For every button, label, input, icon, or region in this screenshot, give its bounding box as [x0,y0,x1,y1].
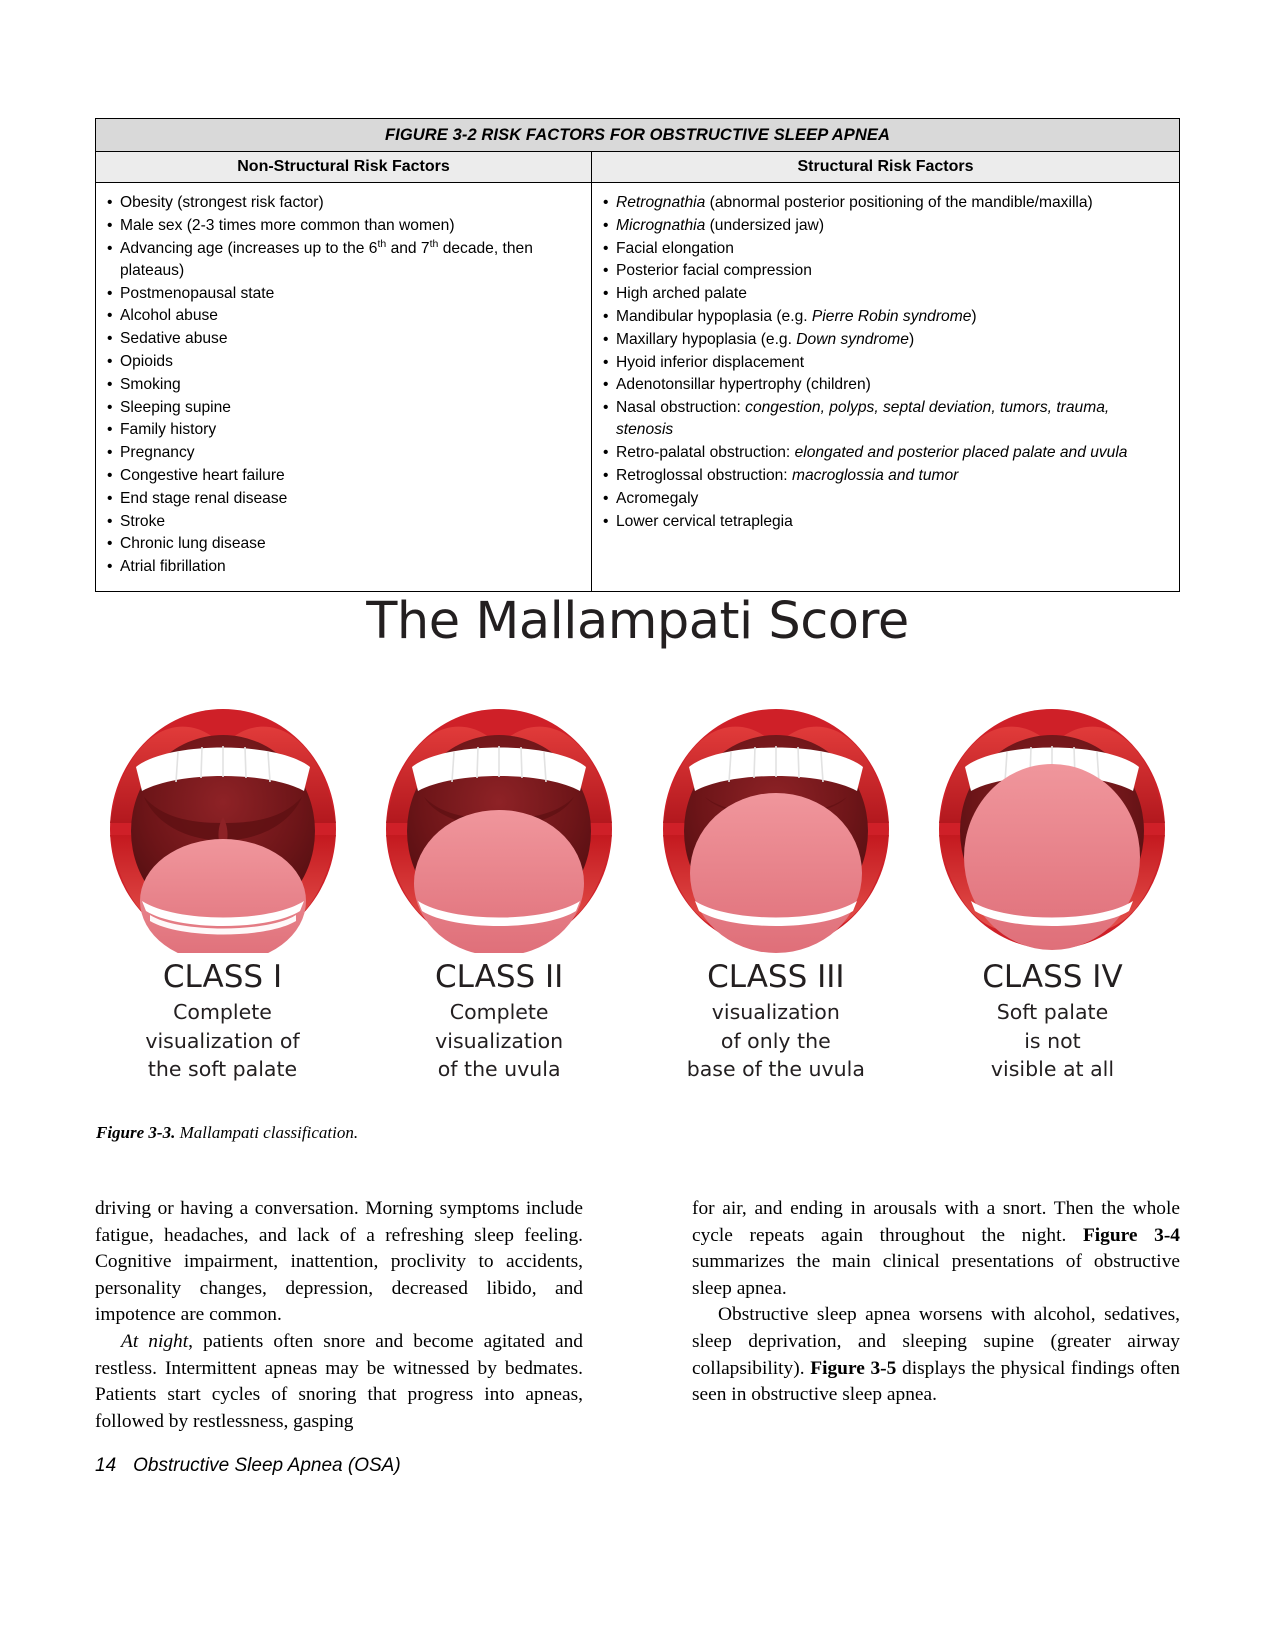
class-label: CLASS II [434,959,564,995]
list-item: • Acromegaly [602,488,1169,510]
list-item: • Congestive heart failure [106,465,581,487]
list-item: • Stroke [106,511,581,533]
figure-table-header-row [96,152,1179,183]
list-item: • Nasal obstruction: congestion, polyps, septal deviation, tumors, trauma, stenosis [602,397,1169,442]
mouth-diagram-class-2-icon [374,705,624,953]
paragraph-text: for air, and ending in arousals with a snort. Then the whole cycle repeats again throughout the night. [692,1198,1180,1246]
figure-reference: Figure 3-5 [810,1357,897,1379]
class-description [372,998,627,1084]
paragraph-text: Obstructive sleep apnea worsens with alcohol, sedatives, sleep deprivation, and sleeping supine (greater airway collapsibility). [692,1304,1180,1379]
list-item: • Retro-palatal obstruction: elongated and posterior placed palate and uvula [602,442,1169,464]
mouth-diagram-class-4-icon [927,705,1177,953]
list-item: • Pregnancy [106,442,581,464]
class-description [95,998,350,1084]
figure-table-body-row [96,183,1179,591]
chapter-title: Obstructive Sleep Apnea (OSA) [133,1455,401,1476]
class-desc-line: Complete [173,1000,272,1024]
list-item: • Posterior facial compression [602,260,1169,282]
list-item: • Sedative abuse [106,328,581,350]
column-header-non-structural: Non-Structural Risk Factors [96,152,592,182]
list-item: • Postmenopausal state [106,283,581,305]
figure-3-2-table [95,118,1180,592]
list-item: • Smoking [106,374,581,396]
mallampati-title: The Mallampati Score [366,592,909,651]
structural-risk-list [602,192,1169,533]
list-item: • Sleeping supine [106,397,581,419]
list-item: • Family history [106,419,581,441]
list-item: • Chronic lung disease [106,533,581,555]
mouth-diagram-class-1-icon [98,705,348,953]
figure-reference: Figure 3-4 [1082,1224,1180,1246]
list-item: • Male sex (2-3 times more common than women) [106,215,581,237]
non-structural-risk-list-cell [96,183,592,591]
list-item: • Opioids [106,351,581,373]
page-footer [95,1455,401,1477]
list-item: • Mandibular hypoplasia (e.g. Pierre Robin syndrome) [602,306,1169,328]
class-desc-line: visible at all [990,1057,1115,1081]
list-item: • Retrognathia (abnormal posterior positioning of the mandible/maxilla) [602,192,1169,214]
paragraph-lead-italic: At night [121,1330,189,1352]
paragraph: driving or having a conversation. Morning symptoms include fatigue, headaches, and lack of a refreshing sleep feeling. Cognitive impairment, inattention, proclivity to accidents, personality changes, depression, decreased libido, and impotence are common. [95,1198,583,1326]
caption-text: Mallampati classification. [179,1123,359,1142]
structural-risk-list-cell [592,183,1179,591]
list-item: • End stage renal disease [106,488,581,510]
paragraph-text: , patients often snore and become agitated and restless. Intermittent apneas may be witnessed by bedmates. Patients start cycles of snoring that progress into apneas, followed by restlessness, gasping [95,1330,583,1432]
list-item: • Lower cervical tetraplegia [602,511,1169,533]
list-item: • Alcohol abuse [106,305,581,327]
list-item: • Maxillary hypoplasia (e.g. Down syndrome) [602,329,1169,351]
list-item: • Advancing age (increases up to the 6th and 7th decade, then plateaus) [106,238,581,283]
list-item: • Retroglossal obstruction: macroglossia and tumor [602,465,1169,487]
class-desc-line: Soft palate [996,1000,1109,1024]
class-desc-line: is not [1024,1028,1081,1053]
class-label: CLASS IV [982,959,1123,995]
list-item: • Adenotonsillar hypertrophy (children) [602,374,1169,396]
body-text-columns [95,1196,1180,1435]
list-item: • Micrognathia (undersized jaw) [602,215,1169,237]
class-desc-line: visualization [711,1000,840,1024]
mallampati-class-1 [95,705,350,1084]
class-label: CLASS III [707,959,845,995]
figure-table-title: FIGURE 3-2 RISK FACTORS FOR OBSTRUCTIVE SLEEP APNEA [96,119,1179,152]
class-desc-line: of the uvula [437,1057,561,1081]
right-column [692,1196,1180,1435]
paragraph [95,1329,583,1435]
class-label: CLASS I [162,959,283,995]
list-item: • Facial elongation [602,238,1169,260]
list-item: • Hyoid inferior displacement [602,352,1169,374]
class-description [648,998,903,1084]
class-desc-line: Complete [449,1000,549,1024]
non-structural-risk-list [106,192,581,579]
caption-number: Figure 3-3. [96,1123,176,1142]
list-item: • Obesity (strongest risk factor) [106,192,581,214]
mallampati-class-3 [648,705,903,1084]
page-number: 14 [95,1455,117,1476]
class-description [925,998,1180,1084]
list-item: • Atrial fibrillation [106,556,581,578]
mallampati-class-4 [925,705,1180,1084]
paragraph [692,1302,1180,1408]
class-desc-line: visualization [435,1028,564,1053]
mouth-diagram-class-3-icon [651,705,901,953]
class-desc-line: the soft palate [147,1057,298,1081]
paragraph [692,1196,1180,1302]
class-desc-line: of only the [720,1028,831,1053]
column-header-structural: Structural Risk Factors [797,158,974,175]
paragraph-text: summarizes the main clinical presentations of obstructive sleep apnea. [692,1251,1180,1299]
left-column [95,1196,583,1435]
class-desc-line: base of the uvula [686,1057,865,1081]
mallampati-class-2 [372,705,627,1084]
mallampati-illustration-row [95,705,1180,1084]
list-item: • High arched palate [602,283,1169,305]
class-desc-line: visualization of [145,1028,300,1053]
figure-3-3-caption [96,1123,358,1143]
paragraph-text: displays the physical findings often seen in obstructive sleep apnea. [692,1357,1180,1406]
